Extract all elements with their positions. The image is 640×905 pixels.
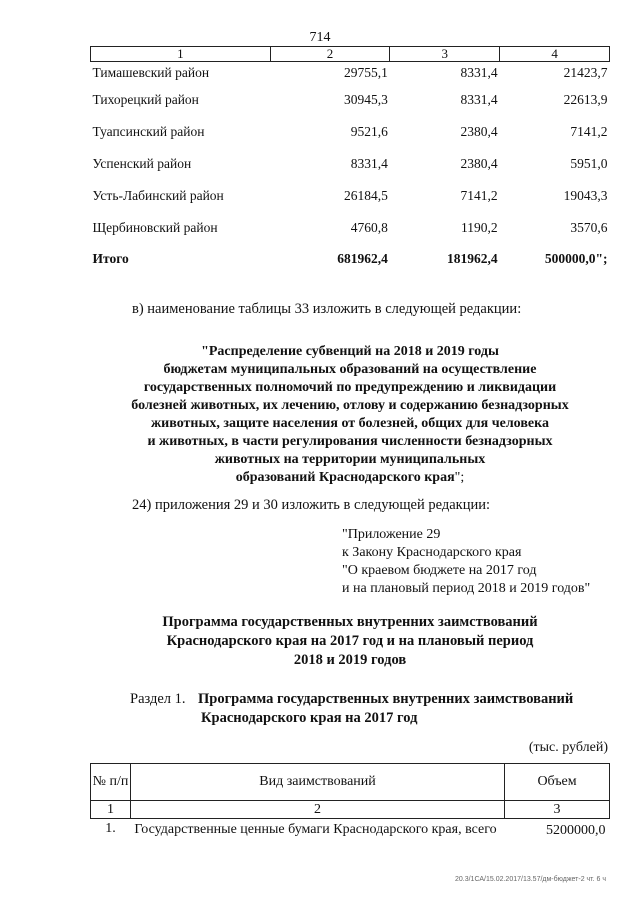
page-number: 714 <box>309 30 331 45</box>
table-row <box>91 62 610 85</box>
title-line: животных, защите населения от болезней, общих для человека <box>151 416 549 431</box>
program-title-line: Краснодарского края на 2017 год и на плановый период <box>166 633 534 649</box>
district-name: Усть-Лабинский район <box>92 188 224 203</box>
row-kind: Государственные ценные бумаги Краснодарского края, всего <box>134 822 497 837</box>
appendix-header <box>342 526 590 598</box>
header-num: № п/п <box>91 764 131 801</box>
table-row <box>91 148 610 180</box>
borrowing-table <box>90 763 610 839</box>
value-cell: 7141,2 <box>460 188 498 203</box>
total-value: 181962,4 <box>447 251 498 266</box>
section-title: Программа государственных внутренних заимствований <box>198 691 574 707</box>
column-index: 2 <box>130 801 504 819</box>
title-line: болезней животных, их лечению, отлову и содержанию безнадзорных <box>131 398 569 413</box>
title-line: бюджетам муниципальных образований на осуществление <box>163 362 537 377</box>
title-line: государственных полномочий по предупреждению и ликвидации <box>143 380 557 395</box>
district-name: Щербиновский район <box>92 220 218 235</box>
total-label: Итого <box>92 251 129 266</box>
district-name: Тихорецкий район <box>92 92 199 107</box>
footer-stamp: 20.3/1СА/15.02.2017/13.57/дм-бюджет-2 чт. 6 ч <box>454 876 606 883</box>
unit-label: (тыс. рублей) <box>528 740 608 755</box>
column-index-row <box>91 47 610 62</box>
district-name: Туапсинский район <box>92 124 205 139</box>
header-kind: Вид заимствований <box>130 764 504 801</box>
table-row <box>91 84 610 116</box>
total-row <box>91 244 610 274</box>
value-cell: 21423,7 <box>563 65 608 80</box>
header-volume: Объем <box>505 764 610 801</box>
table-row <box>91 116 610 148</box>
value-cell: 8331,4 <box>350 156 388 171</box>
appendix-line: и на плановый период 2018 и 2019 годов" <box>342 581 591 596</box>
title-line: "Распределение субвенций на 2018 и 2019 годы <box>201 344 499 359</box>
value-cell: 22613,9 <box>563 92 608 107</box>
value-cell: 4760,8 <box>350 220 388 235</box>
appendix-line: "О краевом бюджете на 2017 год <box>342 563 537 578</box>
total-value: 500000,0"; <box>544 251 608 266</box>
title-line: животных на территории муниципальных <box>214 452 486 467</box>
value-cell: 5951,0 <box>570 156 608 171</box>
column-index: 3 <box>505 801 610 819</box>
value-cell: 3570,6 <box>570 220 608 235</box>
header-row <box>91 764 610 801</box>
paragraph-24: 24) приложения 29 и 30 изложить в следующей редакции: <box>132 497 491 513</box>
table-row <box>91 212 610 244</box>
column-index: 1 <box>91 47 271 62</box>
row-volume: 5200000,0 <box>546 823 606 838</box>
value-cell: 7141,2 <box>570 124 608 139</box>
table-row <box>91 819 610 840</box>
appendix-line: "Приложение 29 <box>342 527 441 542</box>
value-cell: 2380,4 <box>460 124 498 139</box>
title-last-tail: "; <box>454 470 465 485</box>
program-title <box>90 613 610 670</box>
appendix-line: к Закону Краснодарского края <box>342 545 522 560</box>
program-title-line: Программа государственных внутренних заимствований <box>162 614 538 630</box>
value-cell: 29755,1 <box>344 65 388 80</box>
value-cell: 8331,4 <box>460 92 498 107</box>
index-row <box>91 801 610 819</box>
paragraph-v: в) наименование таблицы 33 изложить в следующей редакции: <box>132 301 522 317</box>
value-cell: 19043,3 <box>563 188 608 203</box>
total-value: 681962,4 <box>337 251 388 266</box>
district-name: Успенский район <box>92 156 192 171</box>
row-number: 1. <box>105 821 116 836</box>
value-cell: 2380,4 <box>460 156 498 171</box>
table33-title <box>90 343 610 487</box>
value-cell: 26184,5 <box>344 188 388 203</box>
table-row <box>91 180 610 212</box>
value-cell: 30945,3 <box>344 92 388 107</box>
title-last-bold: образований Краснодарского края <box>235 470 455 485</box>
title-line: и животных, в части регулирования численности безнадзорных <box>147 434 553 449</box>
column-index: 1 <box>91 801 131 819</box>
section-heading <box>130 690 610 728</box>
section-label: Раздел 1. <box>130 691 186 707</box>
program-title-line: 2018 и 2019 годов <box>293 652 407 668</box>
title-line <box>90 469 610 487</box>
district-name: Тимашевский район <box>92 65 210 80</box>
value-cell: 9521,6 <box>350 124 388 139</box>
section-title-cont: Краснодарского края на 2017 год <box>201 710 418 726</box>
value-cell: 1190,2 <box>461 220 498 235</box>
column-index: 2 <box>270 47 390 62</box>
value-cell: 8331,4 <box>460 65 498 80</box>
column-index: 3 <box>390 47 500 62</box>
column-index: 4 <box>500 47 610 62</box>
subsidy-table <box>90 46 610 274</box>
